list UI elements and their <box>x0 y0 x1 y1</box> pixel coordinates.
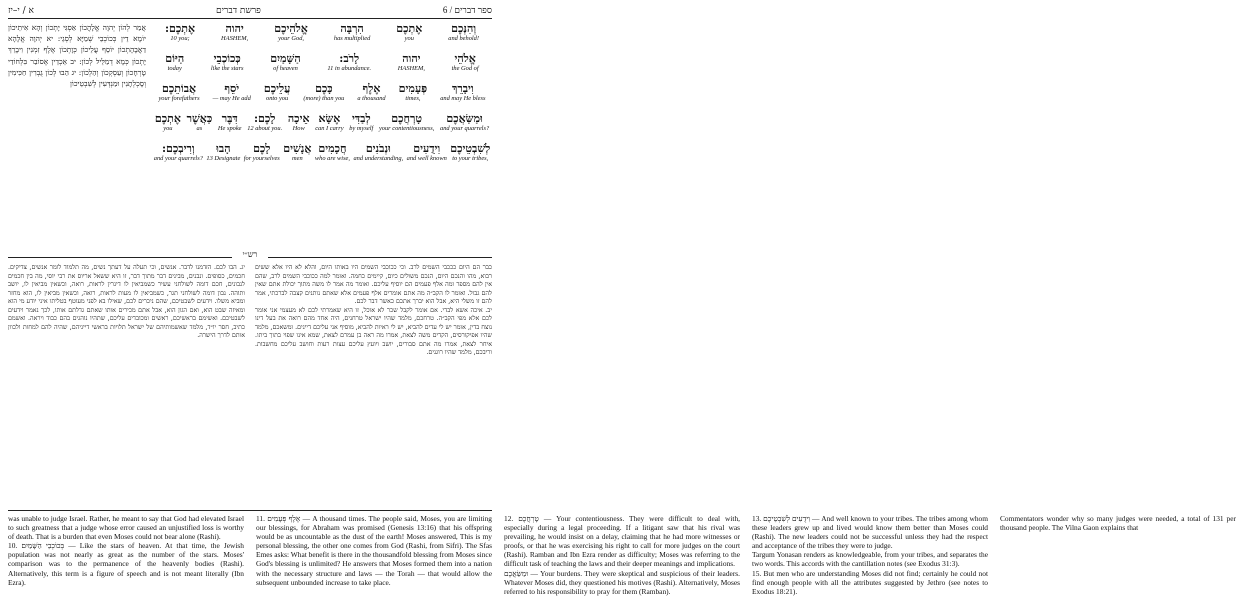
parashah-label: פרשת דברים <box>215 5 261 16</box>
rashi-paragraph: כבר הם היום כככבי השמים לרב. וכי ככוכבי השמים היו באותו היום, והלא לא היו אלא ששים רבוא, מהו והנכם היום, הנכם משולים כיום, קיימים כחמה. ואומר למה ככוכבי השמים לרב, שהם אין להם מספר ומה אלף פעמים הם יוסיף עליכם. ואומר מה אמר לו משה מתוך יכולת אתם שאין להם גבול. ואומר לו הקב״ה מה אתם אומרים אלף פעמים אלא שאתם נותנים קצבה לברכתי, אמר להם זו משלי היא, אבל הוא יברך אתכם כאשר דבר לכם. <box>255 264 492 306</box>
verse-word <box>152 142 205 162</box>
verse-word <box>198 52 257 72</box>
english-gloss: times, <box>405 95 421 102</box>
verse-word <box>392 82 434 102</box>
rashi-paragraph: יב. איכה אשא לבדי. אם אומר לקבל שכר לא אוכל, זו היא שאמרתי לכם לא מעצמי אני אומר לכם אלא מפי הקב״ה. טרחכם, מלמד שהיו ישראל טרחנים, היה אחד מהם רואה את בעל דינו נוצח בדין, אומר יש לי עדים להביא, יש לי ראיות להביא, מוסיף אני עליכם דיינים. ומשאכם, מלמד שהיו אפיקורסים, הקדים משה לצאת, אמרו מה ראה בן עמרם לצאת, שמא אינו שפוי בתוך ביתו. איחר לצאת, אמרו מה אתם סבורים, יושב ויועץ עליכם עצות רעות וחושב עליכם מחשבות. וריבכם, מלמד שהיו רוגנים. <box>255 306 492 357</box>
hebrew-word: לָרֹב: <box>339 52 360 65</box>
english-gloss: the God of <box>451 65 479 72</box>
rashi-commentary <box>8 264 492 506</box>
verse-word <box>215 112 244 132</box>
verse-word <box>384 52 438 72</box>
page-number-label: ספר דברים / 6 <box>442 5 492 15</box>
verse-word <box>449 142 492 162</box>
english-gloss: today <box>167 65 182 72</box>
english-gloss: HASHEM, <box>221 35 249 42</box>
verse-line <box>152 52 492 82</box>
verse-word <box>257 52 314 72</box>
english-gloss: He spoke <box>217 125 242 132</box>
verse-word <box>208 22 261 42</box>
commentary-paragraph: 12. טָרְחֲכֶם — Your contentiousness. They were difficult to deal with, especially during a legal proceeding. If a litigant saw that his rival was prevailing, he would insist on a delay, claiming that he had more witnesses or proofs, or that he was exercising his right to call for more judges on the court (Rashi). Ramban and Ibn Ezra render as difficulty; Moses was referring to the difficult task of teaching the laws and their deeper meanings and implications. <box>504 514 740 569</box>
hebrew-word: כַּאֲשֶׁר <box>186 112 213 125</box>
verse-line <box>152 82 492 112</box>
verse-word <box>312 112 346 132</box>
hebrew-word: אֶלֶף <box>362 82 381 95</box>
verse-line <box>152 112 492 142</box>
verse-word <box>184 112 215 132</box>
english-gloss: who are wise, <box>314 155 350 162</box>
english-gloss: can I carry <box>315 125 344 132</box>
commentary-paragraph: 13. וִידֻעִים לְשִׁבְטֵיכֶם — And well known to your tribes. The tribes among whom these leaders grew up and lived would know them better than Moses could (Rashi). The new leaders could not be successful unless they had the respect and acceptance of the tribes they were to judge. <box>752 514 988 551</box>
hebrew-word: וִיבָרֵךְ <box>451 82 474 95</box>
verse-word <box>438 52 492 72</box>
hebrew-word: וִידֻעִים <box>413 142 441 155</box>
hebrew-word: פְּעָמִים <box>398 82 428 95</box>
verse-word <box>405 142 449 162</box>
english-gloss: your God, <box>278 35 304 42</box>
english-gloss: (more) than you <box>303 95 345 102</box>
commentary-paragraph: 15. But men who are understanding Moses did not find; certainly he could not find enough people with all the attributes suggested by Jethro (see notes to Exodus 18:21). <box>752 568 988 596</box>
english-gloss: of heaven <box>273 65 298 72</box>
english-gloss: and well known <box>406 155 447 162</box>
verse-word <box>152 52 198 72</box>
commentary-paragraph: 11. אֶלֶף פְּעָמִים — A thousand times. The people said, Moses, you are limiting our blessings, for Abraham was promised (Genesis 13:16) that his offspring would be as uncountable as the dust of the earth! Moses answered, This is my personal blessing, the other one comes from God (Rashi, from Sifri). The Sfas Emes asks: What benefit is there in the thousandfold blessing from Moses since God's blessing is unlimited? He answers that Moses formed them into a nation with the necessary structure and laws — the Torah — that would allow the subsequent unbounded increase to take place. <box>256 514 492 587</box>
verse-word <box>257 82 297 102</box>
english-gloss: 11 in abundance. <box>327 65 372 72</box>
commentary-paragraph: 10. בְּכוֹכְבֵי הַשָּׁמַיִם — Like the stars of heaven. At that time, the Jewish population was not nearly as great as the number of the stars. Moses' comparison was to the permanence of the heavenly bodies (Rashi). Alternatively, this term is a figure of speech and is not meant literally (Ibn Ezra). <box>8 541 244 587</box>
verse-word <box>383 22 435 42</box>
verse-word <box>206 82 257 102</box>
hebrew-word: יֹסֵף <box>224 82 240 95</box>
hebrew-word: הִרְבָּה <box>340 22 364 35</box>
english-gloss: you <box>163 125 173 132</box>
english-gloss: your forefathers <box>158 95 200 102</box>
verse-word <box>434 82 492 102</box>
page-header <box>8 2 492 19</box>
english-gloss: your contentiousness, <box>378 125 435 132</box>
hebrew-word: אֱלֹהֵיכֶם <box>274 22 308 35</box>
verse-word <box>435 22 492 42</box>
commentary-paragraph: וּמַשַּׂאֲכֶם — Your burdens. They were skeptical and suspicious of their leaders. Whatever Moses did, they questioned his motives (Rashi). Alternatively, Moses referred to his responsibility to pray for them (Ramban). <box>504 568 740 596</box>
english-commentary <box>8 514 1236 604</box>
verse-word <box>244 112 285 132</box>
commentary-paragraph: was unable to judge Israel. Rather, he meant to say that God had elevated Israel to such greatness that a judge whose error caused an unjustified loss is worthy of death. That is a burden that even Moses could not bear alone (Rashi). <box>8 514 244 542</box>
hebrew-word: אֶשָּׂא <box>318 112 341 125</box>
english-gloss: and may He bless <box>440 95 486 102</box>
hebrew-word: לְשִׁבְטֵיכֶם <box>450 142 491 155</box>
english-gloss: has multiplied <box>333 35 371 42</box>
targum-onkelos: אֲמַר לְהוֹן יְהוָה אֱלָהֲכוֹן אַסְגִּי יָתְכוֹן וְהָא אִיתֵיכוֹן יוֹמָא דֵין כְּכוֹכְבֵי שְׁמַיָּא לְסְגֵי: יא יְהוָה אֱלָהָא דַאֲבָהָתְכוֹן יוֹסֵף עֲלֵיכוֹן כְּוָתְכוֹן אֶלֶף זִמְנִין וִיבָרֵךְ יָתְכוֹן כְּמָא דְמַלֵּיל לְכוֹן: יב אֵכְדֵין אֶסוֹבַר בִּלְחוֹדַי טָרְחָכוֹן וְעַסְקְכוֹן וְהַלְכוֹן: יג הַבוּ לְכוֹן גֻבְרִין חַכִּימִין וְסָכְלְתָנִין וּמַנְדְּעִין לְשִׁבְטֵיכוֹן <box>8 23 146 89</box>
hebrew-word: הַשָּׁמַיִם <box>270 52 301 65</box>
english-gloss: and your quarrels? <box>440 125 490 132</box>
hebrew-word: אֵיכָה <box>287 112 310 125</box>
verse-word <box>321 22 383 42</box>
verse-word <box>297 82 351 102</box>
hebrew-word: כְּכוֹכְבֵי <box>213 52 241 65</box>
hebrew-word: אֶתְכֶם: <box>164 22 196 35</box>
english-gloss: as <box>196 125 203 132</box>
interlinear-verses <box>152 22 492 172</box>
hebrew-word: יהוה <box>402 52 421 65</box>
rashi-heading: רש״י <box>232 250 268 262</box>
hebrew-word: וְהִנְּכֶם <box>451 22 477 35</box>
english-gloss: — may He add <box>212 95 251 102</box>
english-gloss: for yourselves <box>243 155 280 162</box>
verse-word <box>152 82 206 102</box>
verse-word <box>346 112 376 132</box>
english-gloss: by myself <box>349 125 374 132</box>
verse-word <box>352 142 405 162</box>
chapter-verse-label: א / י–יז <box>8 5 34 16</box>
commentary-paragraph: Targum Yonasan renders as knowledgeable, from your tribes, and separates the two words. This accords with the cantillation notes (see Exodus 31:3). <box>752 550 988 569</box>
hebrew-word: וּמַשַּׂאֲכֶם <box>446 112 483 125</box>
hebrew-word: הַיּוֹם <box>165 52 185 65</box>
hebrew-word: אֲנָשִׁים <box>283 142 312 155</box>
hebrew-word: דִּבֶּר <box>221 112 238 125</box>
verse-line <box>152 142 492 172</box>
english-gloss: 13 Designate <box>206 155 241 162</box>
verse-word <box>152 22 208 42</box>
hebrew-word: יהוה <box>225 22 244 35</box>
hebrew-word: אֲבוֹתֵכֶם <box>161 82 197 95</box>
hebrew-word: אֱלֹהֵי <box>454 52 476 65</box>
english-gloss: and understanding, <box>353 155 404 162</box>
hebrew-word: לְבַדִּי <box>351 112 371 125</box>
verse-word <box>314 52 384 72</box>
hebrew-word: עֲלֵיכֶם <box>263 82 291 95</box>
verse-word <box>261 22 321 42</box>
english-gloss: 10 you; <box>170 35 190 42</box>
section-divider <box>8 510 492 511</box>
hebrew-word: לָכֶם: <box>253 112 276 125</box>
verse-word <box>313 142 352 162</box>
verse-word <box>152 112 184 132</box>
english-gloss: HASHEM, <box>397 65 425 72</box>
english-gloss: men <box>292 155 303 162</box>
english-gloss: 12 about you. <box>247 125 283 132</box>
verse-word <box>351 82 392 102</box>
hebrew-word: הָבוּ <box>216 142 231 155</box>
verse-line <box>152 22 492 52</box>
hebrew-word: טָרְחֲכֶם <box>391 112 423 125</box>
hebrew-word: חֲכָמִים <box>318 142 347 155</box>
rashi-paragraph: יג. הבו לכם. הזדמנו לדבר. אנשים, וכי תעלה על דעתך נשים, מה תלמוד לומר אנשים, צדיקים. חכמים, כסופים. ונבנים, מבינים דבר מתוך דבר, זו היא ששאל אריוס את רבי יוסי, מה בין חכמים לנבונים, חכם דומה לשולחני עשיר כשמביאין לו דינרין לראות, רואה, וכשאין מביאין לו, יושב ותוהה. נבון דומה לשולחני תגר, כשמביאין לו מעות לראות, רואה, וכשאין מביאין לו, הוא מחזר ומביא משלו. וידעים לשבטיכם, שהם ניכרים לכם, שאילו בא לפני מעוטף בטליתו איני יודע מי הוא ומאיזה שבט הוא, ואם הגון הוא, אבל אתם מכירים אותו שאתם גדלתם אותו, לכך נאמר וידעים לשבטיכם. ואשימם בראשיכם, ראשים ומכובדים עליכם, שתהיו נוהגים בהם כבוד ויראה. ואשמם כתיב, חסר יו״ד, מלמד שאשמותיהם של ישראל תלויות בראשי דייניהם, שהיה להם למחות ולכוון אותם לדרך הישרה. <box>8 264 245 340</box>
verse-word <box>376 112 437 132</box>
english-gloss: like the stars <box>210 65 244 72</box>
english-gloss: a thousand <box>357 95 386 102</box>
english-gloss: to your tribes, <box>452 155 489 162</box>
hebrew-word: אֶתְכֶם <box>396 22 423 35</box>
verse-word <box>205 142 242 162</box>
verse-word <box>437 112 492 132</box>
verse-word <box>282 142 314 162</box>
hebrew-word: כָּכֶם <box>315 82 333 95</box>
hebrew-word: וְרִיבְכֶם: <box>161 142 195 155</box>
commentary-paragraph: Commentators wonder why so many judges were needed, a total of 131 per thousand people. The Vilna Gaon explains that <box>1000 514 1236 533</box>
english-gloss: you <box>404 35 414 42</box>
verse-word <box>242 142 282 162</box>
hebrew-word: אֶתְכֶם <box>154 112 181 125</box>
english-gloss: onto you <box>266 95 289 102</box>
hebrew-word: וּנְבֹנִים <box>365 142 391 155</box>
english-gloss: and your quarrels? <box>153 155 203 162</box>
english-gloss: and behold! <box>448 35 479 42</box>
hebrew-word: לָכֶם <box>253 142 271 155</box>
verse-word <box>285 112 312 132</box>
english-gloss: How <box>292 125 305 132</box>
